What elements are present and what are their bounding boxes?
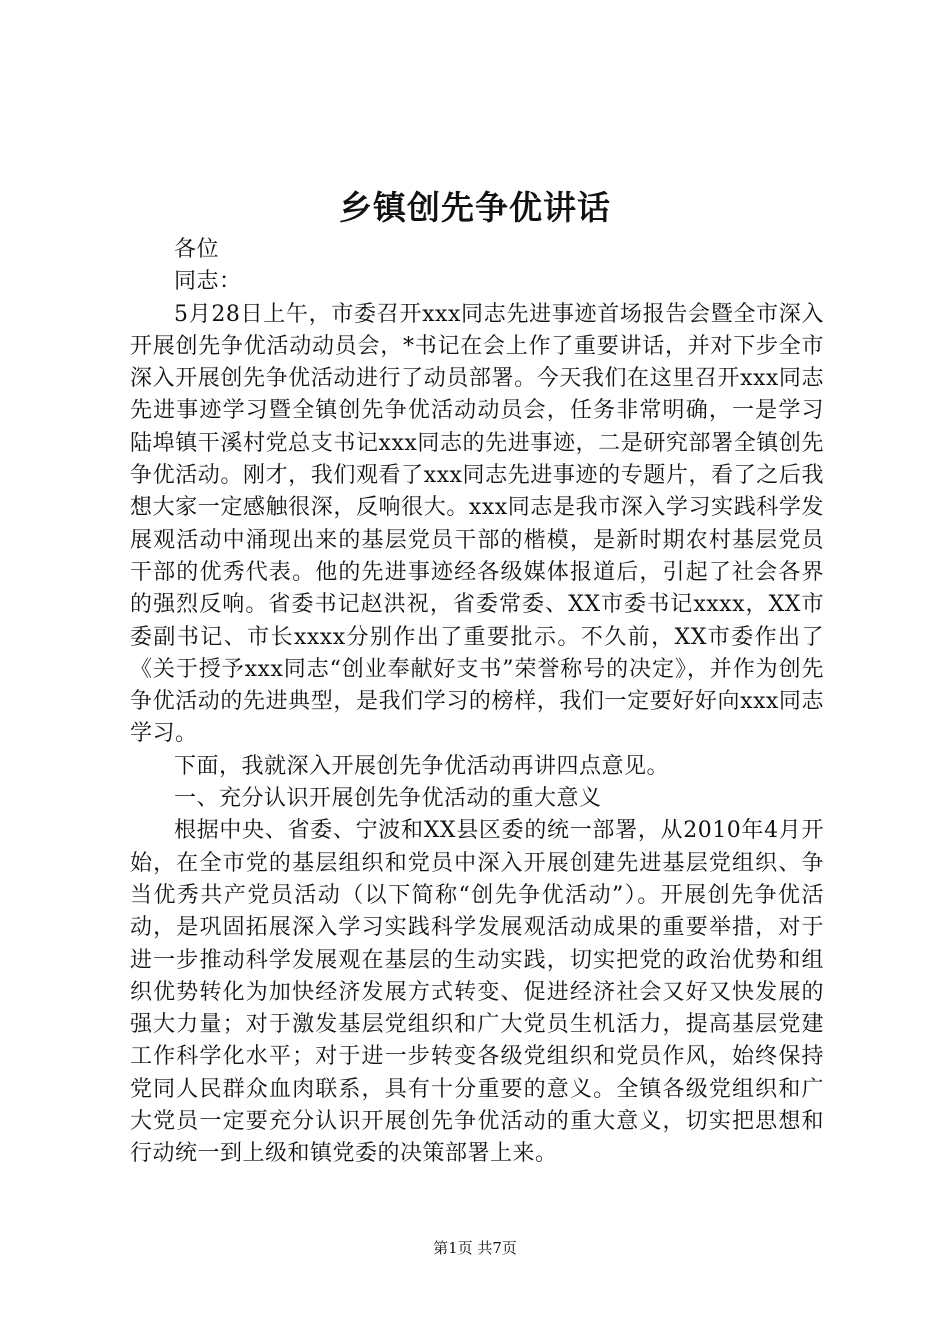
- document-body: [130, 234, 824, 1171]
- page-title: 乡镇创先争优讲话: [339, 188, 611, 227]
- paragraph-section-1: 根据中央、省委、宁波和XX县区委的统一部署，从2010年4月开始，在全市党的基层组织和党员中深入开展创建先进基层党组织、争当优秀共产党员活动（以下简称“创先争优活动”）。开展创先争优活动，是巩固拓展深入学习实践科学发展观活动成果的重要举措，对于进一步推动科学发展观在基层的生动实践，切实把党的政治优势和组织优势转化为加快经济发展方式转变、促进经济社会又好又快发展的强大力量；对于激发基层党组织和广大党员生机活力，提高基层党建工作科学化水平；对于进一步转变各级党组织和党员作风，始终保持党同人民群众血肉联系，具有十分重要的意义。全镇各级党组织和广大党员一定要充分认识开展创先争优活动的重大意义，切实把思想和行动统一到上级和镇党委的决策部署上来。: [130, 818, 824, 1167]
- salutation-line-2: 同志：: [174, 269, 242, 295]
- section-heading-1: 一、充分认识开展创先争优活动的重大意义: [174, 786, 602, 812]
- page-footer: 第1页 共7页: [433, 1239, 517, 1257]
- paragraph-intro: 5月28日上午，市委召开xxx同志先进事迹首场报告会暨全市深入开展创先争优活动动员会，*书记在会上作了重要讲话，并对下步全市深入开展创先争优活动进行了动员部署。今天我们在这里召开xxx同志先进事迹学习暨全镇创先争优活动动员会，任务非常明确，一是学习陆埠镇干溪村党总支书记xxx同志的先进事迹，二是研究部署全镇创先争优活动。刚才，我们观看了xxx同志先进事迹的专题片，看了之后我想大家一定感触很深，反响很大。xxx同志是我市深入学习实践科学发展观活动中涌现出来的基层党员干部的楷模，是新时期农村基层党员干部的优秀代表。他的先进事迹经各级媒体报道后，引起了社会各界的强烈反响。省委书记赵洪祝，省委常委、XX市委书记xxxx，XX市委副书记、市长xxxx分别作出了重要批示。不久前，XX市委作出了《关于授予xxx同志“创业奉献好支书”荣誉称号的决定》，并作为创先争优活动的先进典型，是我们学习的榜样，我们一定要好好向xxx同志学习。: [130, 301, 824, 747]
- paragraph-transition: 下面，我就深入开展创先争优活动再讲四点意见。: [174, 753, 670, 779]
- salutation-line-1: 各位: [174, 237, 220, 262]
